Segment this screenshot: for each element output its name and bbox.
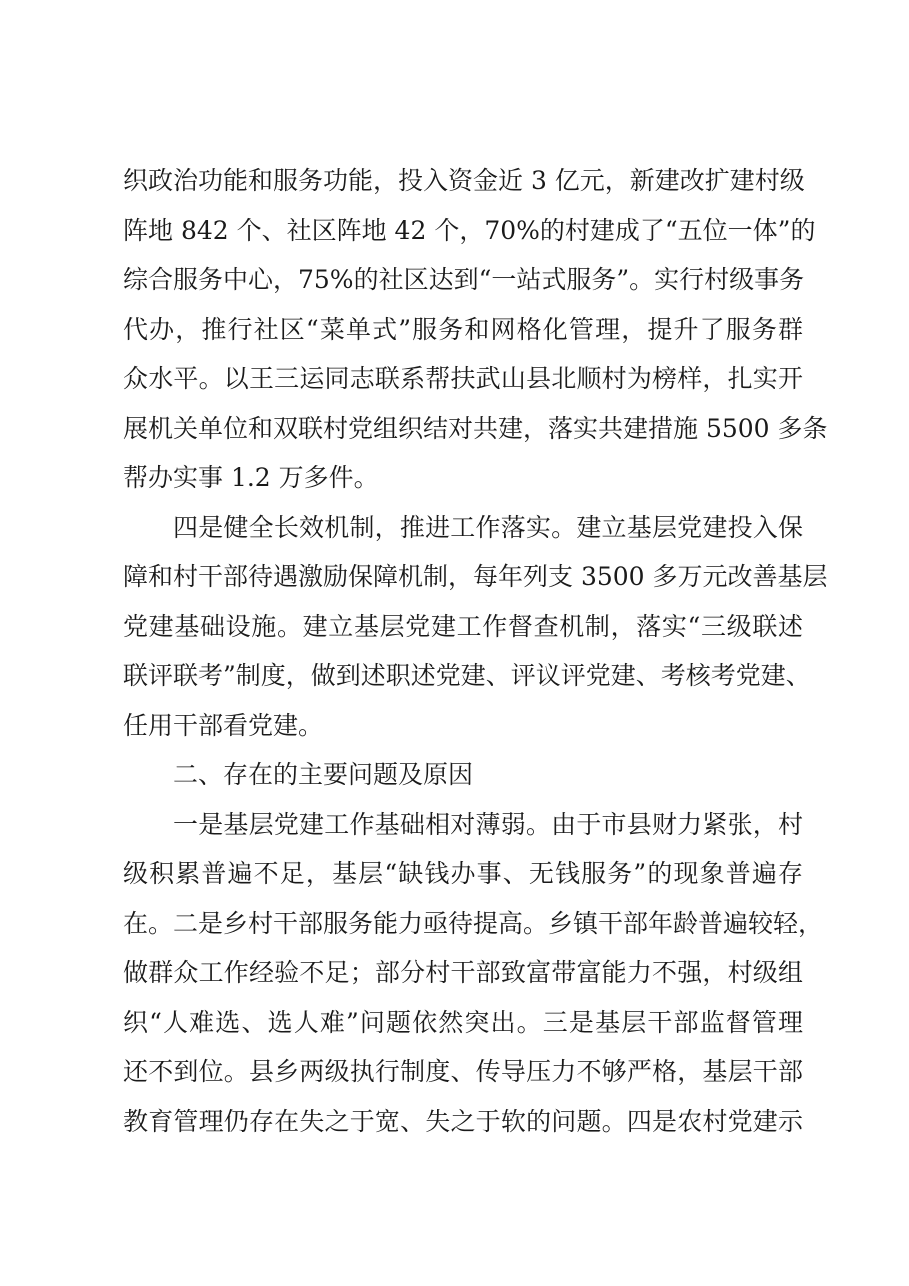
text-line: 帮办实事 1.2 万多件。 — [123, 463, 379, 492]
paragraph-first-line: 一是基层党建工作基础相对薄弱。由于市县财力紧张，村 — [173, 810, 803, 839]
text-line: 党建基础设施。建立基层党建工作督查机制，落实“三级联述 — [123, 612, 803, 641]
text-line: 众水平。以王三运同志联系帮扶武山县北顺村为榜样，扎实开 — [123, 364, 803, 393]
text-line: 障和村干部待遇激励保障机制，每年列支 3500 多万元改善基层 — [123, 562, 828, 591]
text-line: 在。二是乡村干部服务能力亟待提高。乡镇干部年龄普遍较轻， — [123, 909, 824, 938]
section-heading: 二、存在的主要问题及原因 — [173, 760, 474, 789]
text-line: 织“人难选、选人难”问题依然突出。三是基层干部监督管理 — [123, 1008, 803, 1037]
text-line: 综合服务中心，75%的社区达到“一站式服务”。实行村级事务 — [123, 265, 805, 294]
text-line: 展机关单位和双联村党组织结对共建，落实共建措施 5500 多条 — [123, 414, 828, 443]
text-line: 还不到位。县乡两级执行制度、传导压力不够严格，基层干部 — [123, 1057, 803, 1086]
text-line: 代办，推行社区“菜单式”服务和网格化管理，提升了服务群 — [123, 315, 803, 344]
text-line: 联评联考”制度，做到述职述党建、评议评党建、考核考党建、 — [123, 661, 811, 690]
text-line: 做群众工作经验不足；部分村干部致富带富能力不强，村级组 — [123, 958, 803, 987]
text-line: 阵地 842 个、社区阵地 42 个，70%的村建成了“五位一体”的 — [123, 216, 816, 245]
text-line: 教育管理仍存在失之于宽、失之于软的问题。四是农村党建示 — [123, 1107, 803, 1136]
text-line: 织政治功能和服务功能，投入资金近 3 亿元，新建改扩建村级 — [123, 166, 805, 195]
paragraph-first-line: 四是健全长效机制，推进工作落实。建立基层党建投入保 — [173, 513, 803, 542]
text-line: 级积累普遍不足，基层“缺钱办事、无钱服务”的现象普遍存 — [123, 859, 803, 888]
text-line: 任用干部看党建。 — [123, 711, 324, 740]
